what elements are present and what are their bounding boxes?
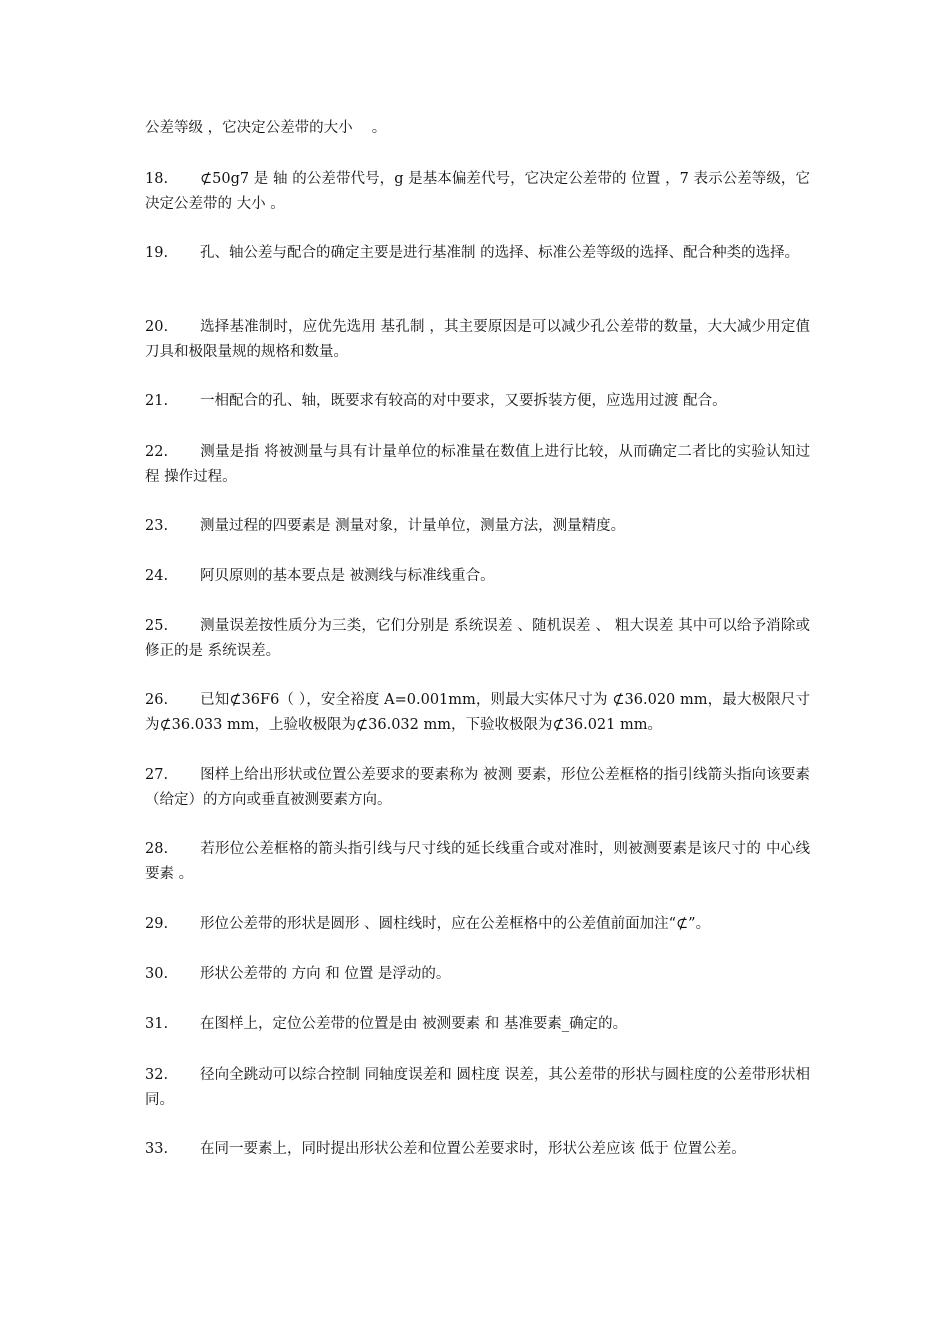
item-number: 19.	[145, 245, 169, 261]
item-text: 已知⊄36F6（ ），安全裕度 A=0.001mm，则最大实体尺寸为 ⊄36.020 mm，最大极限尺寸为⊄36.033 mm，上验收极限为⊄36.032 mm，下验收极限为⊄36.021 mm。	[145, 692, 810, 733]
item-text: 形状公差带的 方向 和 位置 是浮动的。	[200, 966, 451, 982]
list-item	[145, 962, 810, 987]
list-item	[145, 912, 810, 937]
item-number: 33.	[145, 1141, 169, 1157]
continuation-line	[145, 116, 810, 141]
item-number: 22.	[145, 444, 169, 460]
item-number: 29.	[145, 916, 169, 932]
list-item	[145, 1137, 810, 1162]
item-number: 24.	[145, 568, 169, 584]
item-number: 25.	[145, 618, 169, 634]
list-item	[145, 688, 810, 738]
item-text: 在同一要素上，同时提出形状公差和位置公差要求时，形状公差应该 低于 位置公差。	[200, 1141, 746, 1157]
item-number: 27.	[145, 767, 169, 783]
item-number: 28.	[145, 841, 169, 857]
item-text: 一相配合的孔、轴，既要求有较高的对中要求，又要拆装方便，应选用过渡 配合。	[200, 393, 727, 409]
item-text: 径向全跳动可以综合控制 同轴度误差和 圆柱度 误差，其公差带的形状与圆柱度的公差带形状相同。	[145, 1067, 810, 1108]
list-item	[145, 1063, 810, 1113]
item-text: 测量是指 将被测量与具有计量单位的标准量在数值上进行比较，从而确定二者比的实验认知过程 操作过程。	[145, 444, 810, 485]
item-number: 26.	[145, 692, 169, 708]
item-number: 32.	[145, 1067, 169, 1083]
item-text: 测量过程的四要素是 测量对象，计量单位，测量方法，测量精度。	[200, 518, 626, 534]
item-number: 18.	[145, 171, 169, 187]
list-item	[145, 167, 810, 217]
list-item	[145, 389, 810, 414]
item-number: 31.	[145, 1016, 169, 1032]
item-text: 测量误差按性质分为三类，它们分别是 系统误差 、随机误差 、 粗大误差 其中可以给予消除或修正的是 系统误差。	[145, 618, 810, 659]
item-text: ⊄50g7 是 轴 的公差带代号，g 是基本偏差代号，它决定公差带的 位置 ，7 表示公差等级，它决定公差带的 大小 。	[145, 171, 810, 212]
paragraph-text: 公差等级 ，它决定公差带的大小 。	[145, 120, 387, 136]
item-text: 在图样上，定位公差带的位置是由 被测要素 和 基准要素_确定的。	[200, 1016, 628, 1032]
item-number: 30.	[145, 966, 169, 982]
list-item	[145, 614, 810, 664]
item-text: 阿贝原则的基本要点是 被测线与标准线重合。	[200, 568, 495, 584]
item-number: 21.	[145, 393, 169, 409]
list-item	[145, 763, 810, 813]
item-number: 20.	[145, 319, 169, 335]
item-text: 孔、轴公差与配合的确定主要是进行基准制 的选择、标准公差等级的选择、配合种类的选择。	[200, 245, 800, 261]
item-text: 形位公差带的形状是圆形 、圆柱线时，应在公差框格中的公差值前面加注“⊄”。	[200, 916, 711, 932]
item-text: 选择基准制时，应优先选用 基孔制 ，其主要原因是可以减少孔公差带的数量，大大减少用定值刀具和极限量规的规格和数量。	[145, 319, 810, 360]
list-item	[145, 837, 810, 887]
list-item	[145, 315, 810, 365]
item-text: 图样上给出形状或位置公差要求的要素称为 被测 要素，形位公差框格的指引线箭头指向该要素（给定）的方向或垂直被测要素方向。	[145, 767, 810, 808]
list-item	[145, 440, 810, 490]
list-item	[145, 241, 810, 266]
list-item	[145, 564, 810, 589]
list-item	[145, 1012, 810, 1037]
list-item	[145, 514, 810, 539]
item-number: 23.	[145, 518, 169, 534]
item-text: 若形位公差框格的箭头指引线与尺寸线的延长线重合或对准时，则被测要素是该尺寸的 中心线要素 。	[145, 841, 810, 882]
